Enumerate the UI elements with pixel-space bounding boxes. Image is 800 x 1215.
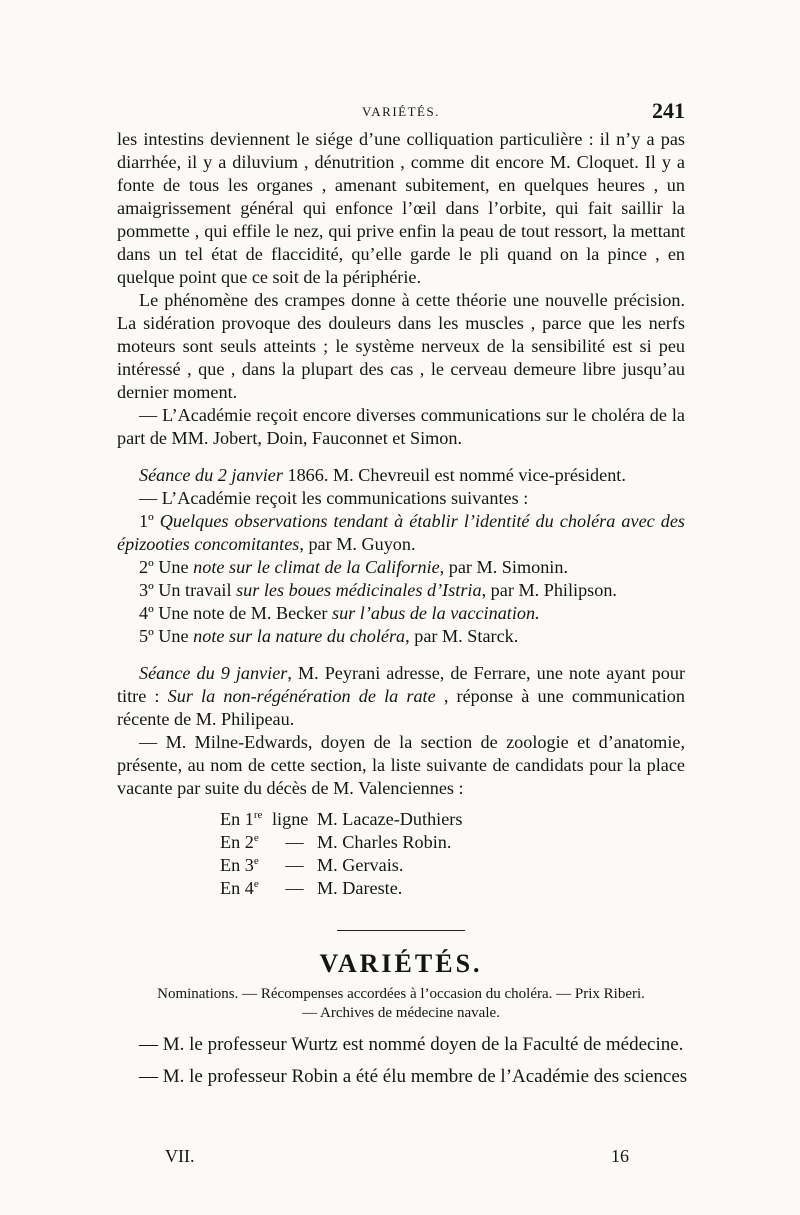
running-header	[117, 98, 685, 124]
paragraph-intestins: les intestins deviennent le siége d’une colliquation particulière : il n’y a pas diarrhée, il y a diluvium , dénutrition , comme dit encore M. Cloquet. Il y a fonte de tous les organes , amenant subitement, en quelques heures , un amaigrissement général qui enfonce l’œil dans l’orbite, qui fait saillir la pommette , qui effile le nez, qui prive enfin la peau de tout ressort, la mettant dans un tel état de flaccidité, qu’elle garde le pli quand on la pince , en quelque point que ce soit de la périphérie.	[117, 129, 685, 287]
body-text	[117, 128, 688, 1089]
sheet-number: 16	[611, 1146, 629, 1166]
seance-label: Séance du 2 janvier	[139, 465, 283, 485]
candidates-list	[220, 808, 462, 900]
seance-label: Séance du 9 janvier	[139, 663, 288, 683]
candidate-row: En 2e — M. Charles Robin.	[220, 831, 452, 852]
candidate-row: En 1re ligne M. Lacaze-Duthiers	[220, 808, 463, 829]
section-subtitle: Nominations. — Récompenses accordées à l’occasion du choléra. — Prix Riberi.	[157, 986, 645, 1002]
paragraph-crampes: Le phénomène des crampes donne à cette théorie une nouvelle précision. La sidération provoque des douleurs dans les muscles , parce que les nerfs moteurs sont seuls atteints ; le système nerveux de la sensibilité est si peu intéressé , que , dans la plupart des cas , le cerveau demeure libre jusqu’au dernier moment.	[117, 290, 685, 402]
list-item-4: 4º Une note de M. Becker sur l’abus de la vaccination.	[139, 603, 540, 623]
candidate-row: En 4e — M. Dareste.	[220, 877, 403, 898]
seance-communications-intro: — L’Académie reçoit les communications suivantes :	[139, 488, 529, 508]
seance-9-janvier: Séance du 9 janvier, M. Peyrani adresse, de Ferrare, une note ayant pour titre : Sur la non-régénération de la rate , réponse à une communication récente de M. Philipeau.	[117, 663, 686, 729]
section-divider	[337, 930, 465, 931]
paragraph-milne-edwards: — M. Milne-Edwards, doyen de la section de zoologie et d’anatomie, présente, au nom de cette section, la liste suivante de candidats pour la place vacante par suite du décès de M. Valenciennes :	[117, 732, 685, 798]
paragraph-communications: — L’Académie reçoit encore diverses communications sur le choléra de la part de MM. Jobert, Doin, Fauconnet et Simon.	[117, 405, 685, 448]
list-item-1: 1º Quelques observations tendant à établir l’identité du choléra avec des épizooties concomitantes, par M. Guyon.	[117, 511, 686, 554]
seance-text: 1866. M. Chevreuil est nommé vice-président.	[282, 465, 626, 485]
list-item-3: 3º Un travail sur les boues médicinales d’Istria, par M. Philipson.	[139, 580, 617, 600]
signature-footer	[117, 1146, 685, 1170]
list-item-5: 5º Une note sur la nature du choléra, par M. Starck.	[139, 626, 519, 646]
page-number: 241	[652, 98, 685, 123]
section-subtitle-2: — Archives de médecine navale.	[302, 1005, 500, 1021]
paragraph-robin: — M. le professeur Robin a été élu membre de l’Académie des sciences	[139, 1066, 688, 1087]
signature-mark: VII.	[165, 1146, 195, 1166]
paragraph-wurtz: — M. le professeur Wurtz est nommé doyen de la Faculté de médecine.	[139, 1034, 684, 1055]
seance-2-janvier	[117, 464, 685, 487]
candidate-row: En 3e — M. Gervais.	[220, 854, 404, 875]
list-item-2: 2º Une note sur le climat de la Californie, par M. Simonin.	[139, 557, 568, 577]
section-title: VARIÉTÉS.	[319, 949, 483, 978]
running-title: VARIÉTÉS.	[362, 104, 440, 119]
